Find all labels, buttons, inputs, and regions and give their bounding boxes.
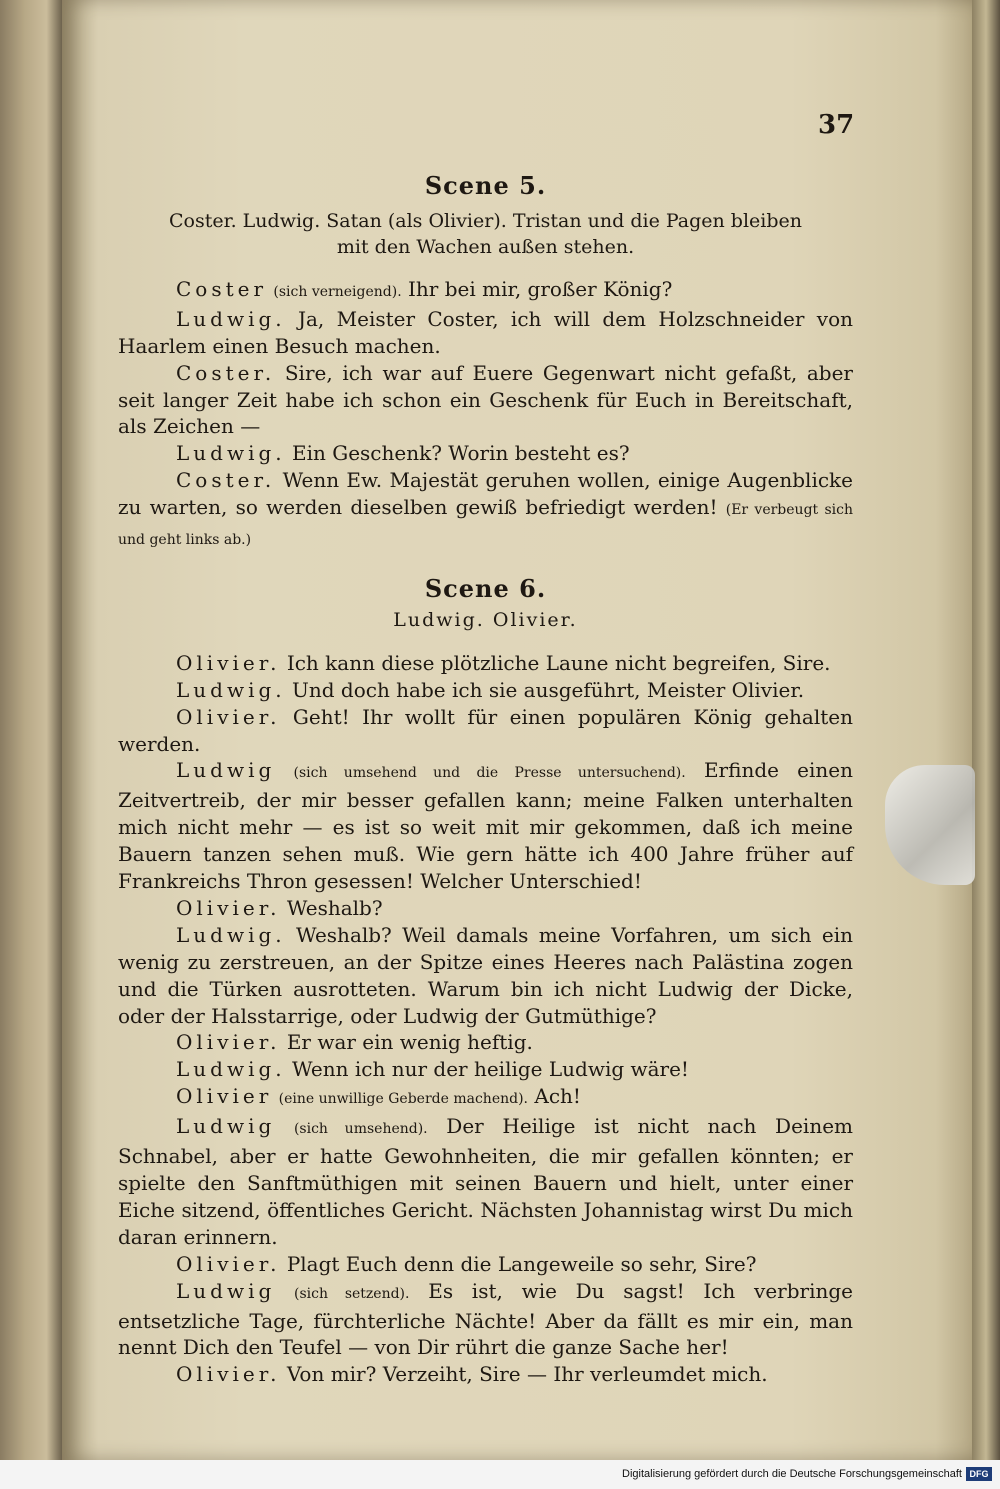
page-number: 37 — [818, 110, 855, 140]
line-text: Erfinde einen Zeitvertreib, der mir besser gefallen kann; meine Falken unterhalten mich nicht mehr — es ist so weit mit mir gekommen, daß ich meine Bauern tanzen sehen muß. Wie gern hätte ich 400 Jahre früher auf Frankreichs Thron gesessen! Welcher Unterschied! — [118, 758, 853, 894]
speaker: Ludwig — [176, 1278, 276, 1303]
stage-direction: (Er verbeugt sich und geht links ab.) — [118, 502, 853, 549]
stage-direction: (eine unwillige Geberde machend). — [278, 1091, 529, 1108]
speaker: Ludwig — [176, 758, 276, 783]
dialogue-line — [118, 1056, 853, 1083]
dialogue-line — [118, 1113, 853, 1251]
scene-6-title: Scene 6. — [424, 573, 547, 603]
speaker: Ludwig. — [176, 441, 286, 466]
speaker: Olivier. — [176, 1251, 281, 1276]
line-text: Wenn Ew. Majestät geruhen wollen, einige Augenblicke zu warten, so werden dieselben gewiß befriedigt werden! — [118, 468, 854, 520]
line-text: Der Heilige ist nicht nach Deinem Schnabel, aber er hatte Gewohnheiten, die mir gefallen könnten; er spielte den Sanftmüthigen mit seinen Bauern und hielt, unter einer Eiche sitzend, öffentliches Gericht. Nächsten Johannistag wirst Du mich daran erinnern. — [118, 1114, 854, 1249]
scene-5-title: Scene 5. — [424, 171, 547, 200]
line-text: Ich kann diese plötzliche Laune nicht begreifen, Sire. — [286, 650, 831, 675]
line-text: Sire, ich war auf Euere Gegenwart nicht gefaßt, aber seit langer Zeit habe ich schon ein Geschenk für Euch in Bereitschaft, als Zeichen — — [118, 360, 853, 439]
dialogue-line — [118, 704, 853, 758]
speaker: Ludwig. — [176, 306, 286, 331]
line-text: Ach! — [534, 1084, 581, 1109]
line-text: Es ist, wie Du sagst! Ich verbringe entsetzliche Tage, fürchterliche Nächte! Aber da fällt es mir ein, man nennt Dich den Teufel — von Dir rührt die ganze Sache her! — [118, 1278, 854, 1360]
speaker: Coster. — [176, 468, 276, 493]
scene-5-cast — [118, 208, 853, 260]
dialogue-line — [118, 1361, 853, 1388]
line-text: Wenn ich nur der heilige Ludwig wäre! — [292, 1057, 689, 1082]
dialogue-line — [118, 1083, 853, 1113]
page-edge-right — [972, 0, 1000, 1460]
dialogue-line — [118, 276, 853, 306]
line-text: Ein Geschenk? Worin besteht es? — [292, 441, 630, 466]
scene-6-cast: Ludwig. Olivier. — [393, 608, 578, 631]
line-text: Und doch habe ich sie ausgeführt, Meister Olivier. — [292, 677, 805, 702]
speaker: Ludwig. — [176, 1057, 286, 1082]
stage-direction: (sich umsehend und die Presse untersuchend). — [293, 765, 686, 782]
line-text: Weshalb? — [286, 895, 383, 920]
dialogue-line — [118, 922, 853, 1030]
speaker: Ludwig. — [176, 677, 286, 702]
dialogue-line — [118, 1278, 853, 1362]
page-text — [118, 100, 853, 1388]
facing-page-edge — [0, 0, 62, 1460]
line-text: Von mir? Verzeiht, Sire — Ihr verleumdet mich. — [286, 1362, 768, 1387]
line-text: Er war ein wenig heftig. — [286, 1030, 533, 1055]
dialogue-line — [118, 440, 853, 467]
speaker: Olivier. — [176, 1030, 281, 1055]
speaker: Olivier. — [176, 650, 281, 675]
dialogue-line — [118, 467, 853, 554]
speaker: Olivier. — [176, 1362, 281, 1387]
speaker: Coster. — [176, 360, 276, 385]
stage-direction: (sich verneigend). — [273, 283, 402, 300]
line-text: Plagt Euch denn die Langeweile so sehr, Sire? — [286, 1251, 757, 1276]
stage-direction: (sich umsehend). — [293, 1121, 428, 1138]
dialogue-line — [118, 650, 853, 677]
dialogue-line — [118, 1251, 853, 1278]
speaker: Coster — [176, 276, 268, 301]
line-text: Ja, Meister Coster, ich will dem Holzschneider von Haarlem einen Besuch machen. — [118, 306, 853, 358]
dialogue-line — [118, 757, 853, 895]
dialogue-line — [118, 360, 853, 441]
line-text: Weshalb? Weil damals meine Vorfahren, um sich ein wenig zu zerstreuen, an der Spitze eines Heeres nach Palästina zogen und die Türken ausrotteten. Warum bin ich nicht Ludwig der Dicke, oder der Halsstarrige, oder Ludwig der Gutmüthige? — [118, 922, 853, 1028]
speaker: Olivier. — [176, 895, 281, 920]
dialogue-line — [118, 1029, 853, 1056]
funding-credit: Digitalisierung gefördert durch die Deutsche Forschungsgemeinschaft — [622, 1468, 962, 1480]
scene-5-cast-line-2: mit den Wachen außen stehen. — [336, 235, 635, 258]
speaker: Olivier. — [176, 704, 281, 729]
speaker: Olivier — [176, 1084, 273, 1109]
speaker: Ludwig — [176, 1114, 276, 1139]
stage-direction: (sich setzend). — [294, 1285, 410, 1302]
speaker: Ludwig. — [176, 922, 286, 947]
footer-bar — [0, 1460, 1000, 1489]
scene-5-cast-line-1: Coster. Ludwig. Satan (als Olivier). Tristan und die Pagen bleiben — [169, 209, 802, 232]
dialogue-line — [118, 306, 853, 360]
dialogue-line — [118, 895, 853, 922]
dialogue-line — [118, 677, 853, 704]
line-text: Geht! Ihr wollt für einen populären König gehalten werden. — [118, 704, 853, 756]
line-text: Ihr bei mir, großer König? — [408, 276, 673, 301]
dfg-logo: DFG — [966, 1467, 992, 1481]
